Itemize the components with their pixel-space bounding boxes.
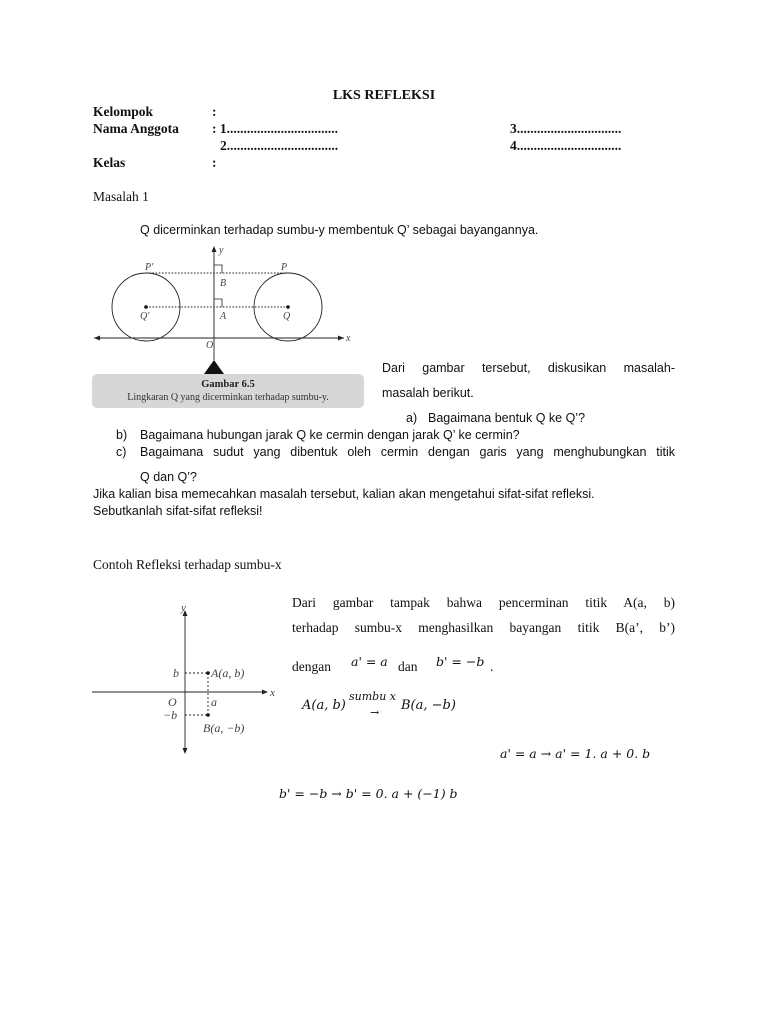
dan-text: dan — [398, 659, 418, 674]
equation-a-transform: a' = a → a' = 1. a + 0. b — [500, 746, 651, 761]
end-dot: . — [490, 659, 494, 674]
conclusion-line-2: Sebutkanlah sifat-sifat refleksi! — [93, 504, 263, 518]
x-axis-label: x — [270, 687, 275, 699]
masalah-heading: Masalah 1 — [93, 189, 149, 204]
point-q — [286, 305, 290, 309]
y-axis-arrow — [212, 246, 217, 252]
question-b-label: b) — [116, 428, 128, 442]
question-a-text: Bagaimana bentuk Q ke Q’? — [428, 411, 586, 425]
y-axis-label: y — [219, 245, 224, 256]
member-1-field[interactable]: : 1................................. — [212, 121, 338, 136]
equation-b-prime: b' = −b — [436, 654, 485, 669]
label-origin: O — [168, 695, 177, 709]
mapping-right: B(a, −b) — [401, 698, 456, 713]
label-p-prime: P′ — [145, 262, 154, 273]
masalah-intro: Q dicerminkan terhadap sumbu-y membentuk Q’ sebagai bayangannya. — [140, 223, 539, 237]
kelompok-label: Kelompok — [93, 104, 154, 119]
member-3-field[interactable]: 3............................... — [510, 121, 622, 136]
mapping-over-label: sumbu x — [349, 690, 396, 703]
contoh-text-line-1: Dari gambar tampak bahwa pencerminan titik A(a, b) — [292, 595, 675, 610]
right-angle-mark-b — [214, 265, 222, 273]
point-b — [206, 713, 210, 717]
side-text-line-1: Dari gambar tersebut, diskusikan masalah- — [382, 361, 675, 375]
label-a-tick: a — [211, 695, 217, 709]
label-o: O — [206, 340, 214, 351]
label-q: Q — [283, 311, 291, 322]
y-axis-arrow-down — [183, 748, 188, 754]
kelas-colon: : — [212, 155, 217, 170]
label-neg-b-tick: −b — [163, 708, 178, 722]
equation-a-prime: a' = a — [351, 654, 388, 669]
label-point-b: B(a, −b) — [203, 721, 245, 735]
x-axis-arrow-right — [338, 336, 344, 341]
x-axis-label: x — [346, 333, 351, 344]
kelompok-colon: : — [212, 104, 217, 119]
contoh-heading: Contoh Refleksi terhadap sumbu-x — [93, 557, 282, 572]
mapping-arrow: → — [370, 706, 380, 719]
member-4-field[interactable]: 4............................... — [510, 138, 622, 153]
nama-anggota-label: Nama Anggota — [93, 121, 179, 136]
kelas-label: Kelas — [93, 155, 126, 170]
question-c-label: c) — [116, 445, 127, 459]
member-2-field[interactable]: 2................................. — [220, 138, 339, 153]
contoh-text-line-2: terhadap sumbu-x menghasilkan bayangan titik B(a’, b’) — [292, 620, 675, 635]
right-angle-mark-a — [214, 299, 222, 307]
mapping-left: A(a, b) — [302, 698, 346, 713]
label-a: A — [220, 311, 227, 322]
conclusion-line-1: Jika kalian bisa memecahkan masalah tersebut, kalian akan mengetahui sifat-sifat refleksi. — [93, 487, 595, 501]
side-text-line-2: masalah berikut. — [382, 386, 474, 400]
caption-text: Lingkaran Q yang dicerminkan terhadap sumbu-y. — [127, 392, 329, 403]
x-axis-arrow — [262, 690, 268, 695]
question-c-text-line-2: Q dan Q’? — [140, 470, 197, 484]
x-axis-arrow-left — [94, 336, 100, 341]
label-p: P — [281, 262, 288, 273]
equation-b-transform: b' = −b → b' = 0. a + (−1) b — [279, 786, 458, 801]
point-q-prime — [144, 305, 148, 309]
question-b-text: Bagaimana hubungan jarak Q ke cermin dengan jarak Q’ ke cermin? — [140, 428, 520, 442]
dengan-text: dengan — [292, 659, 331, 674]
circle-reflection-figure — [88, 242, 378, 412]
caption-triangle — [204, 360, 224, 374]
label-point-a: A(a, b) — [211, 666, 245, 680]
caption-title: Gambar 6.5 — [201, 379, 255, 390]
label-q-prime: Q′ — [140, 311, 150, 322]
page-title: LKS REFLEKSI — [332, 88, 436, 103]
y-axis-label: y — [181, 602, 186, 614]
question-c-text-line-1: Bagaimana sudut yang dibentuk oleh cermin dengan garis yang menghubungkan titik — [140, 445, 675, 459]
question-a-label: a) — [406, 411, 418, 425]
x-reflection-figure — [88, 598, 288, 760]
label-b: B — [220, 278, 227, 289]
label-b-tick: b — [173, 666, 179, 680]
point-a — [206, 671, 210, 675]
